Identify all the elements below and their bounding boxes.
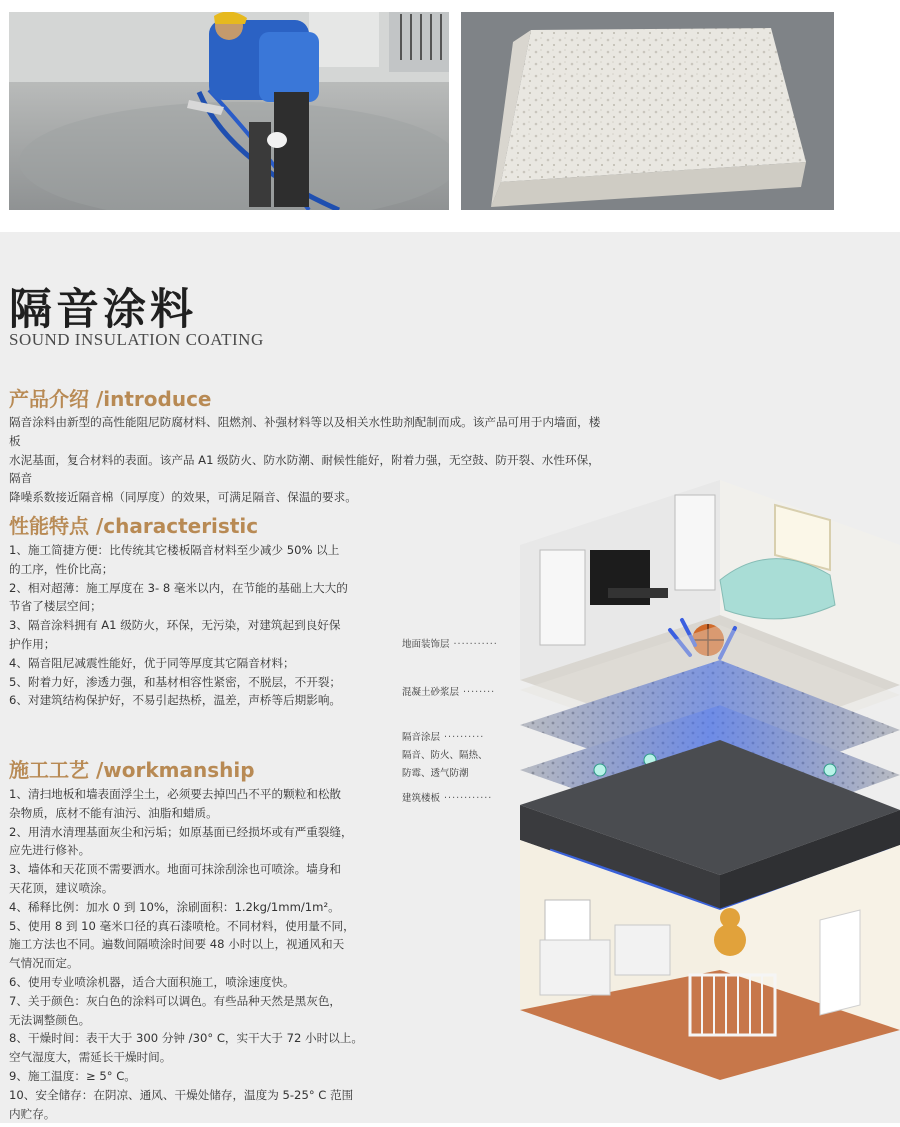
- intro-line: 隔音涂料由新型的高性能阻尼防腐材料、阻燃剂、补强材料等以及相关水性助剂配制而成。该产品可用于内墙面，楼板: [9, 415, 601, 448]
- list-item: 1、清扫地板和墙表面浮尘土，必须要去掉凹凸不平的颗粒和松散: [9, 787, 342, 801]
- list-item: 5、使用 8 到 10 毫米口径的真石漆喷枪。不同材料，使用量不同，: [9, 918, 355, 933]
- intro-heading: 产品介绍 /introduce: [9, 387, 212, 411]
- intro-line: 降噪系数接近隔音棉（同厚度）的效果，可满足隔音、保温的要求。: [9, 490, 357, 505]
- list-item: 6、使用专业喷涂机器，适合大面积施工，喷涂速度快。: [9, 974, 295, 989]
- list-item: 护作用；: [9, 636, 56, 651]
- list-item: 施工方法也不同。遍数间隔喷涂时间要 48 小时以上，视通风和天: [9, 937, 345, 952]
- list-item: 10、安全储存：在阴凉、通风、干燥处储存，温度为 5-25° C 范围: [9, 1087, 354, 1102]
- slab-label: 建筑楼板 ············: [402, 793, 493, 804]
- top-photo-strip: [0, 0, 900, 232]
- coating-layer-label: 隔音涂层 ·········· 隔音、防火、隔热、 防霉、透气防潮: [402, 732, 488, 779]
- floor-finish-label: 地面装饰层 ···········: [402, 639, 498, 650]
- characteristic-list: [9, 541, 379, 710]
- page-subtitle: SOUND INSULATION COATING: [9, 330, 264, 349]
- list-item: 空气湿度大，需延长干燥时间。: [9, 1050, 172, 1065]
- list-item: 3、隔音涂料拥有 A1 级防火，环保，无污染，对建筑起到良好保: [9, 618, 341, 633]
- list-item: 1、施工简捷方便：比传统其它楼板隔音材料至少减少 50% 以上: [9, 543, 340, 557]
- intro-line: 水泥基面，复合材料的表面。该产品 A1 级防火、防水防潮、耐候性能好，附着力强，无空鼓、防开裂、水性环保，隔音: [9, 452, 600, 486]
- list-item: 气情况而定。: [9, 956, 79, 971]
- list-item: 应先进行修补。: [9, 843, 91, 858]
- list-item: 2、相对超薄：施工厚度在 3- 8 毫米以内，在节能的基础上大大的: [9, 580, 348, 595]
- list-item: 杂物质，底材不能有油污、油脂和蜡质。: [9, 805, 218, 820]
- list-item: 节省了楼层空间；: [9, 599, 102, 614]
- coating-layer-desc-2: 防霉、透气防潮: [402, 768, 469, 779]
- list-item: 无法调整颜色。: [9, 1012, 91, 1027]
- list-item: 7、关于颜色：灰白色的涂料可以调色。有些品种天然是黑灰色，: [9, 993, 342, 1008]
- coating-layer-desc-1: 隔音、防火、隔热、: [402, 750, 488, 761]
- list-item: 8、干燥时间：表干大于 300 分钟 /30° C，实干大于 72 小时以上。: [9, 1031, 363, 1046]
- list-item: 6、对建筑结构保护好，不易引起热桥，温差，声桥等后期影响。: [9, 693, 342, 708]
- page-title: 隔音涂料: [9, 285, 197, 335]
- worker-spraying-photo: [9, 12, 449, 210]
- list-item: 5、附着力好，渗透力强，和基材相容性紧密，不脱层，不开裂；: [9, 674, 342, 689]
- workmanship-heading: 施工工艺 /workmanship: [9, 758, 255, 782]
- concrete-mortar-label: 混凝土砂浆层 ········: [402, 687, 496, 698]
- list-item: 2、用清水清理基面灰尘和污垢；如原基面已经损坏或有严重裂缝，: [9, 824, 353, 839]
- list-item: 的工序，性价比高；: [9, 561, 114, 576]
- list-item: 3、墙体和天花顶不需要洒水。地面可抹涂刮涂也可喷涂。墙身和: [9, 862, 342, 877]
- list-item: 内贮存。: [9, 1106, 56, 1121]
- characteristic-heading: 性能特点 /characteristic: [9, 514, 259, 538]
- list-item: 天花顶，建议喷涂。: [9, 880, 114, 895]
- list-item: 4、稀释比例：加水 0 到 10%，涂刷面积：1.2kg/1mm/1m²。: [9, 899, 340, 914]
- list-item: 9、施工温度：≥ 5° C。: [9, 1068, 136, 1083]
- list-item: 4、隔音阻尼减震性能好，优于同等厚度其它隔音材料；: [9, 655, 295, 670]
- workmanship-list: [9, 785, 384, 1123]
- coating-sample-photo: [461, 12, 834, 210]
- floor-layer-diagram: [390, 470, 900, 1123]
